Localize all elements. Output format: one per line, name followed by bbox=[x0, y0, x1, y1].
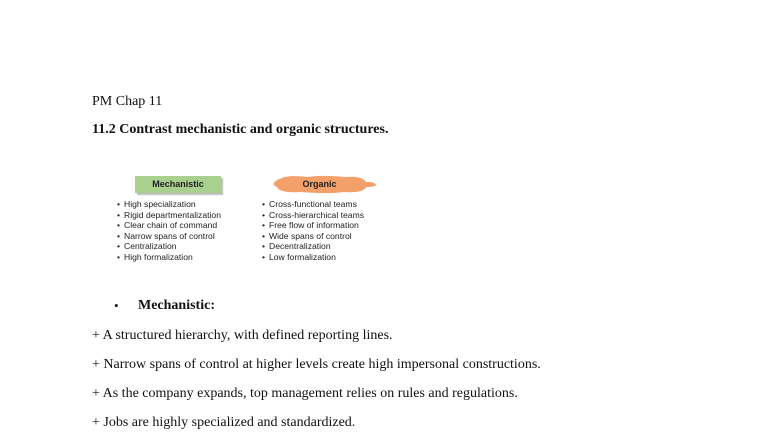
mechanistic-feature-list bbox=[117, 199, 221, 263]
mechanistic-feature: • Clear chain of command bbox=[117, 220, 221, 231]
organic-feature: • Cross-functional teams bbox=[262, 199, 364, 210]
mechanistic-feature: • Narrow spans of control bbox=[117, 231, 221, 242]
body-line: + As the company expands, top management relies on rules and regulations. bbox=[92, 386, 518, 401]
document-label: PM Chap 11 bbox=[92, 94, 163, 109]
organic-feature: • Cross-hierarchical teams bbox=[262, 210, 364, 221]
bullet-icon: • bbox=[114, 298, 119, 313]
mechanistic-feature: • Centralization bbox=[117, 241, 221, 252]
organic-feature: • Free flow of information bbox=[262, 220, 364, 231]
mechanistic-feature: • High formalization bbox=[117, 252, 221, 263]
organic-feature: • Low formalization bbox=[262, 252, 364, 263]
structure-comparison-figure bbox=[112, 172, 402, 272]
organic-header-label: Organic bbox=[302, 179, 337, 189]
bullet-title: Mechanistic: bbox=[138, 298, 215, 313]
organic-header bbox=[272, 173, 380, 195]
body-line: + Jobs are highly specialized and standardized. bbox=[92, 415, 356, 430]
organic-feature: • Decentralization bbox=[262, 241, 364, 252]
mechanistic-feature: • High specialization bbox=[117, 199, 221, 210]
body-line: + A structured hierarchy, with defined reporting lines. bbox=[92, 328, 393, 343]
body-line: + Narrow spans of control at higher levels create high impersonal constructions. bbox=[92, 357, 541, 372]
section-heading: 11.2 Contrast mechanistic and organic structures. bbox=[92, 122, 389, 137]
organic-feature: • Wide spans of control bbox=[262, 231, 364, 242]
mechanistic-feature: • Rigid departmentalization bbox=[117, 210, 221, 221]
organic-feature-list bbox=[262, 199, 364, 263]
mechanistic-header: Mechanistic bbox=[135, 176, 221, 193]
